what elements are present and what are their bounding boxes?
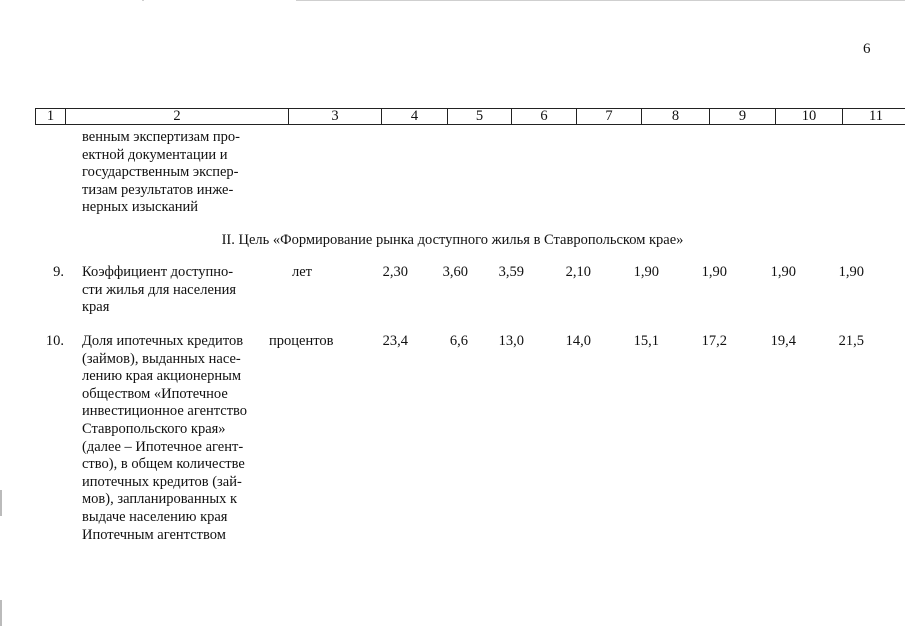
scan-artifact [142,0,144,1]
column-number: 6 [512,109,577,125]
value-cell: 23,4 [382,333,408,349]
value-cell: 3,60 [442,264,468,280]
value-cell: 15,1 [633,333,659,349]
row-number: 9. [53,264,64,280]
value-cell: 3,59 [498,264,524,280]
value-cell: 1,90 [633,264,659,280]
column-number: 3 [289,109,382,125]
column-number: 4 [382,109,448,125]
value-cell: 6,6 [449,333,468,349]
indicator-description: Коэффициент доступно- сти жилья для населения края [82,264,237,316]
top-rule [296,0,905,1]
value-cell: 1,90 [838,264,864,280]
page-number: 6 [863,41,871,57]
row-number: 10. [45,333,64,349]
column-number: 10 [776,109,843,125]
unit-label: лет [292,264,313,280]
value-cell: 2,10 [565,264,591,280]
continuation-text: венным экспертизам про- ектной документации и государственным экспер- тизам результатов инже- нерных изысканий [82,129,241,216]
value-cell: 1,90 [701,264,727,280]
scan-edge-mark [0,490,2,516]
column-number: 7 [577,109,642,125]
column-number: 9 [710,109,776,125]
value-cell: 2,30 [382,264,408,280]
column-number: 2 [66,109,289,125]
value-cell: 1,90 [770,264,796,280]
column-number: 1 [36,109,66,125]
column-number: 5 [448,109,512,125]
section-heading: II. Цель «Формирование рынка доступного жилья в Ставропольском крае» [221,232,684,248]
unit-label: процентов [269,333,334,349]
value-cell: 13,0 [498,333,524,349]
value-cell: 17,2 [701,333,727,349]
value-cell: 14,0 [565,333,591,349]
column-number-row [35,108,905,125]
value-cell: 19,4 [770,333,796,349]
column-number: 8 [642,109,710,125]
column-number: 11 [843,109,905,125]
indicator-description: Доля ипотечных кредитов (займов), выданных насе- лению края акционерным обществом «Ипотечное инвестиционное агентство Ставропольского края» (далее – Ипотечное агент- ство), в общем количестве ипотечных кредитов (зай- мов), запланированных к выдаче населению края Ипотечным агентством [82,333,248,543]
scan-edge-mark [0,600,2,626]
value-cell: 21,5 [838,333,864,349]
